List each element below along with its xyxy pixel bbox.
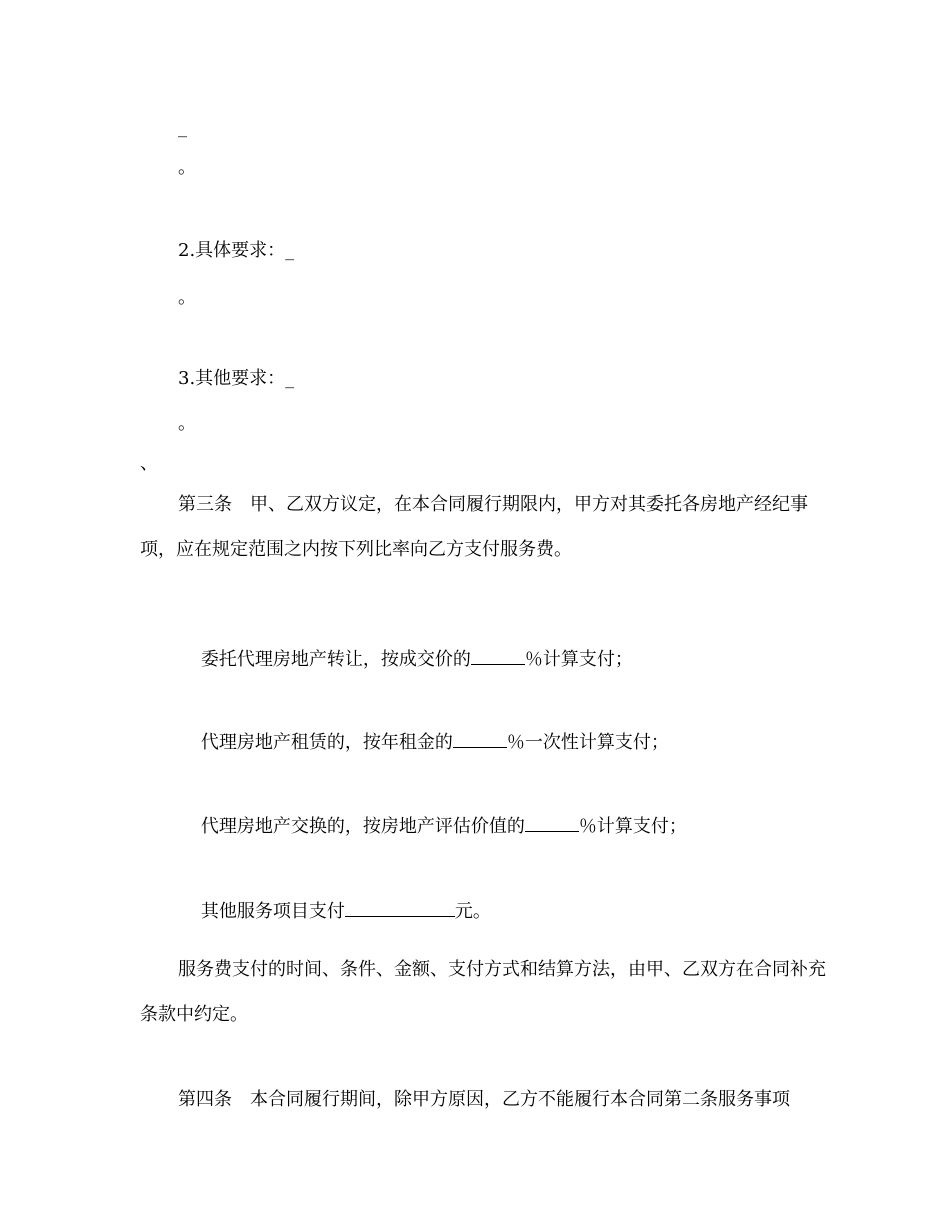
fee-exchange-text: 代理房地产交换的，按房地产评估价值的 bbox=[200, 816, 525, 837]
fee-lease bbox=[178, 705, 669, 779]
fee-lease-unit: ％一次性计算支付； bbox=[506, 732, 669, 753]
fee-other-blank bbox=[345, 898, 455, 917]
fee-transfer bbox=[178, 622, 633, 696]
fee-other bbox=[178, 874, 491, 948]
fee-exchange-unit: ％计算支付； bbox=[578, 816, 687, 837]
fee-transfer-text: 委托代理房地产转让，按成交价的 bbox=[200, 649, 471, 670]
period-line-3: 。 bbox=[178, 413, 196, 434]
fee-exchange-blank bbox=[525, 813, 579, 832]
requirement-2: 2.具体要求：_ bbox=[178, 240, 295, 261]
fee-other-unit: 元。 bbox=[454, 901, 491, 922]
period-line-2: 。 bbox=[178, 287, 196, 308]
payment-line-1: 服务费支付的时间、条件、金额、支付方式和结算方法，由甲、乙双方在合同补充 bbox=[178, 959, 826, 980]
fee-exchange bbox=[178, 789, 687, 863]
fee-lease-blank bbox=[453, 729, 507, 748]
article-4-line-1: 第四条 本合同履行期间，除甲方原因，乙方不能履行本合同第二条服务事项 bbox=[178, 1089, 790, 1110]
fee-transfer-unit: ％计算支付； bbox=[524, 649, 633, 670]
period-line-1: 。 bbox=[178, 157, 196, 178]
article-3-line-1: 第三条 甲、乙双方议定，在本合同履行期限内，甲方对其委托各房地产经纪事 bbox=[178, 494, 808, 515]
fee-other-text: 其他服务项目支付 bbox=[200, 901, 345, 922]
requirement-3: 3.其他要求：_ bbox=[178, 368, 295, 389]
comma-mark: 、 bbox=[140, 453, 158, 474]
article-3-line-2: 项，应在规定范围之内按下列比率向乙方支付服务费。 bbox=[140, 539, 572, 560]
fee-transfer-blank bbox=[471, 646, 525, 665]
payment-line-2: 条款中约定。 bbox=[140, 1004, 248, 1025]
fee-lease-text: 代理房地产租赁的，按年租金的 bbox=[200, 732, 453, 753]
blank-line-top: _ bbox=[178, 117, 187, 138]
